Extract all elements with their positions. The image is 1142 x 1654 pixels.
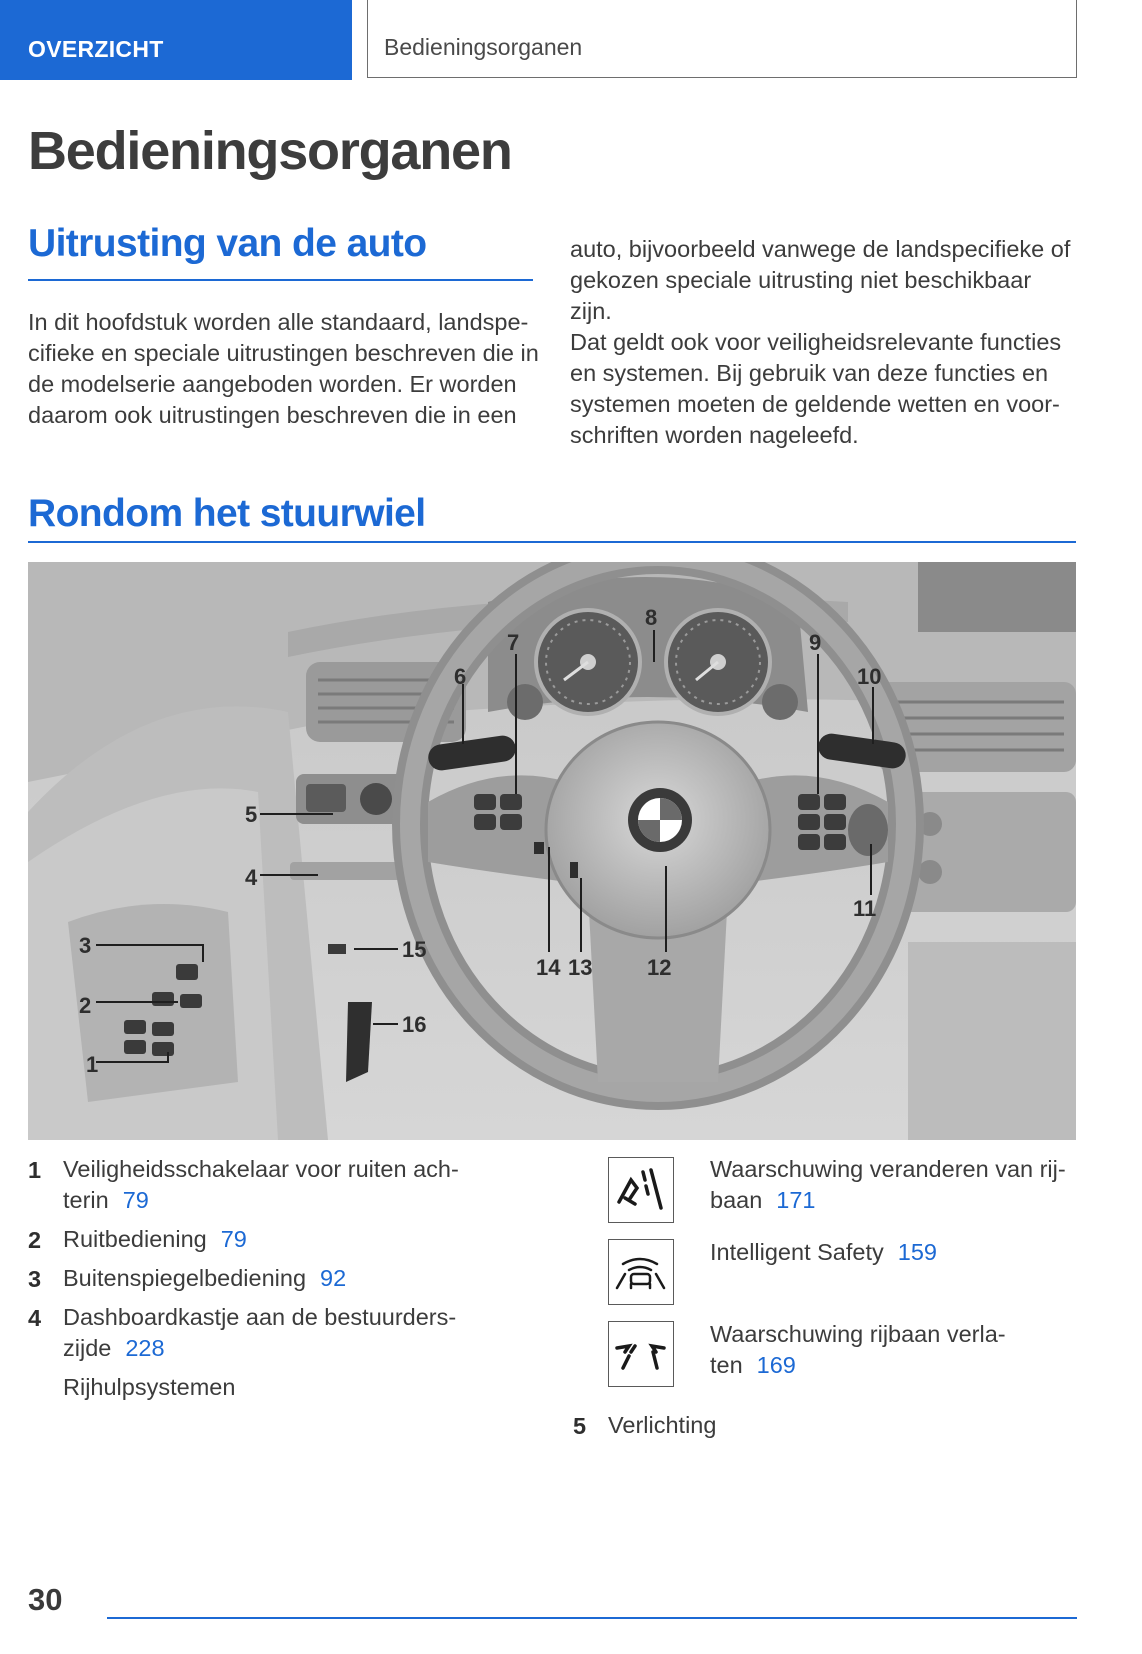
page-ref-link[interactable]: 228 — [125, 1335, 165, 1361]
callout-4: 4 — [245, 865, 258, 890]
item-line: Intelligent Safety — [710, 1239, 884, 1265]
equipment-heading-rule — [28, 279, 533, 281]
steering-heading-rule — [28, 541, 1076, 543]
lane-departure-warning-icon — [608, 1321, 674, 1387]
text-line: Dat geldt ook voor veiligheidsrelevante functies — [570, 329, 1062, 355]
item-line: Waarschuwing veranderen van rij- — [710, 1156, 1066, 1182]
item-number: 3 — [28, 1266, 42, 1292]
text-line: en systemen. Bij gebruik van deze functies en — [570, 360, 1049, 386]
list-item — [63, 1263, 346, 1294]
sub-heading: Rijhulpsystemen — [63, 1374, 236, 1400]
text-line: In dit hoofdstuk worden alle standaard, landspe- — [28, 309, 529, 335]
list-item — [63, 1302, 456, 1364]
callout-16: 16 — [402, 1012, 427, 1037]
section-tab-label: OVERZICHT — [28, 36, 164, 62]
page-ref-link[interactable]: 92 — [320, 1265, 347, 1291]
text-line: gekozen speciale uitrusting niet beschikbaar zijn. — [570, 267, 1032, 324]
item-number: 5 — [573, 1413, 587, 1439]
item-line: Veiligheidsschakelaar voor ruiten ach- — [63, 1156, 459, 1182]
list-item — [710, 1237, 937, 1268]
callout-10: 10 — [857, 664, 882, 689]
text-line: schriften worden nageleefd. — [570, 422, 859, 448]
callout-11: 11 — [853, 896, 877, 921]
item-number: 1 — [28, 1157, 42, 1183]
callout-2: 2 — [79, 993, 92, 1018]
item-line: Dashboardkastje aan de bestuurders- — [63, 1304, 457, 1330]
cockpit-illustration — [28, 562, 1076, 1140]
list-item — [710, 1154, 1066, 1216]
cockpit-drawing — [28, 562, 1076, 1140]
list-item — [63, 1224, 247, 1255]
callout-6: 6 — [454, 664, 467, 689]
list-item — [608, 1410, 716, 1441]
page-ref-link[interactable]: 169 — [756, 1352, 796, 1378]
item-line: Ruitbediening — [63, 1226, 207, 1252]
text-line: daarom ook uitrustingen beschreven die in een — [28, 402, 517, 428]
steering-heading: Rondom het stuurwiel — [28, 492, 426, 535]
item-line: Verlichting — [608, 1412, 717, 1438]
item-number: 4 — [28, 1305, 42, 1331]
item-line: ten — [710, 1352, 743, 1378]
text-line: systemen moeten de geldende wetten en voor- — [570, 391, 1060, 417]
callout-13: 13 — [568, 955, 593, 980]
equipment-text-col2 — [570, 234, 1075, 451]
callout-3: 3 — [79, 933, 92, 958]
intelligent-safety-icon — [608, 1239, 674, 1305]
lane-change-warning-icon — [608, 1157, 674, 1223]
equipment-heading: Uitrusting van de auto — [28, 222, 427, 265]
page-ref-link[interactable]: 79 — [220, 1226, 247, 1252]
callout-7: 7 — [507, 630, 520, 655]
callout-5: 5 — [245, 802, 258, 827]
callout-12: 12 — [647, 955, 672, 980]
callout-9: 9 — [809, 630, 822, 655]
callout-8: 8 — [645, 605, 658, 630]
item-line: baan — [710, 1187, 763, 1213]
item-line: Waarschuwing rijbaan verla- — [710, 1321, 1006, 1347]
callout-14: 14 — [536, 955, 561, 980]
callout-15: 15 — [402, 937, 427, 962]
chapter-header-label: Bedieningsorganen — [384, 34, 583, 60]
page-number: 30 — [28, 1582, 63, 1617]
page-title: Bedieningsorganen — [28, 121, 512, 181]
section-tab[interactable] — [0, 0, 352, 80]
list-item — [63, 1154, 459, 1216]
text-line: de modelserie aangeboden worden. Er worden — [28, 371, 517, 397]
text-line: cifieke en speciale uitrustingen beschreven die in — [28, 340, 539, 366]
item-line: Buitenspiegelbediening — [63, 1265, 307, 1291]
equipment-text-col1 — [28, 307, 548, 431]
item-line: terin — [63, 1187, 109, 1213]
page-ref-link[interactable]: 79 — [122, 1187, 149, 1213]
item-line: zijde — [63, 1335, 112, 1361]
footer-rule — [107, 1617, 1077, 1619]
item-number: 2 — [28, 1227, 42, 1253]
list-item — [710, 1319, 1006, 1381]
callout-1: 1 — [86, 1052, 99, 1077]
text-line: auto, bijvoorbeeld vanwege de landspecifieke of — [570, 236, 1071, 262]
page-ref-link[interactable]: 171 — [776, 1187, 816, 1213]
chapter-header — [367, 0, 1077, 78]
page-ref-link[interactable]: 159 — [897, 1239, 937, 1265]
